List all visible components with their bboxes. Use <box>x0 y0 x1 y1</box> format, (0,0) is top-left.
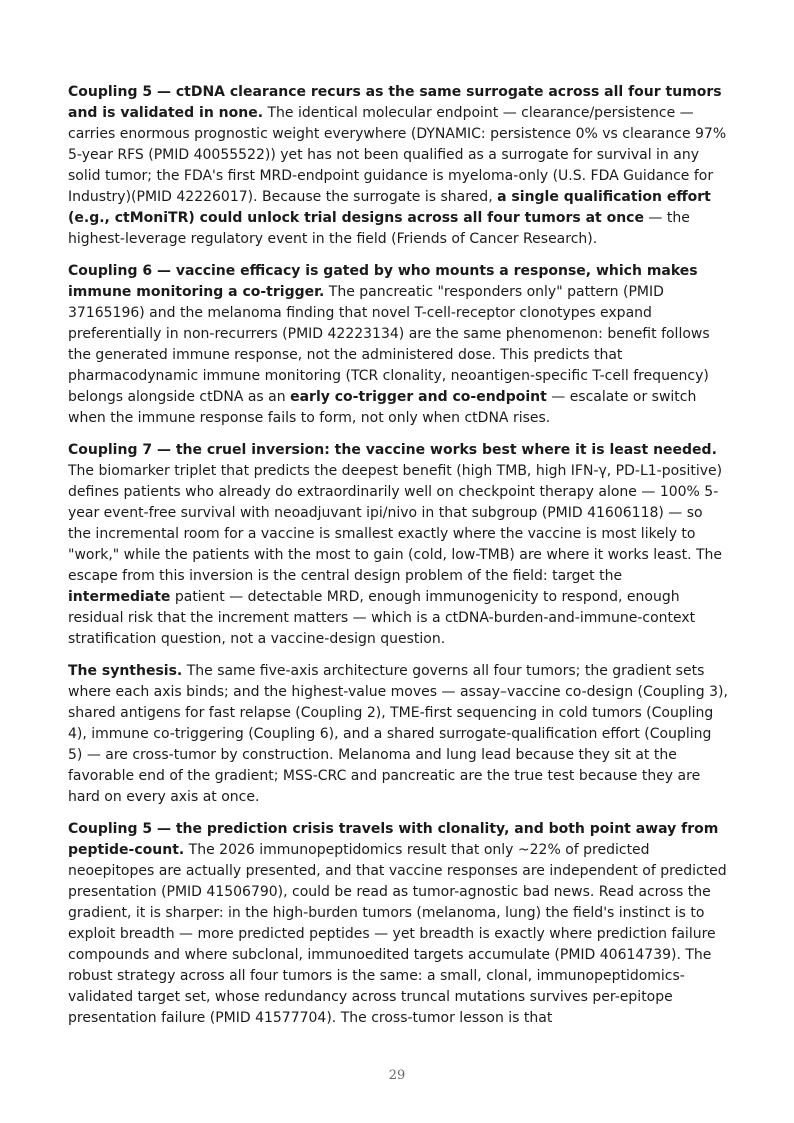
paragraph-heading: Coupling 7 — the cruel inversion: the vaccine works best where it is least needed. <box>68 442 717 458</box>
paragraph-coupling-6 <box>68 261 728 429</box>
paragraph-heading: Coupling 5 — ctDNA clearance recurs as the same surrogate across all four tumors and is validated in none. <box>68 84 722 121</box>
paragraph-coupling-5-prediction <box>68 819 728 1029</box>
page-number: 29 <box>388 1068 406 1083</box>
paragraph-text: The identical molecular endpoint — clearance/persistence — carries enormous prognostic weight everywhere (DYNAMIC: persistence 0% vs clearance 97% 5-year RFS (PMID 40055522)) yet has not been qualified as a surrogate for survival in any solid tumor; the FDA's first MRD-endpoint guidance is myeloma-only (U.S. FDA Guidance for Industry)(PMID 42226017). Because the surrogate is shared, <box>68 105 727 205</box>
paragraph-text: The pancreatic "responders only" pattern (PMID 37165196) and the melanoma finding that novel T-cell-receptor clonotypes expand preferentially in non-recurrers (PMID 42223134) are the same phenomenon: benefit follows the generated immune response, not the administered dose. This predicts that pharmacodynamic immune monitoring (TCR clonality, neoantigen-specific T-cell frequency) belongs alongside ctDNA as an <box>68 284 710 405</box>
paragraph-heading: Coupling 6 — vaccine efficacy is gated by who mounts a response, which makes immune monitoring a co-trigger. <box>68 263 698 300</box>
paragraph-text: The biomarker triplet that predicts the deepest benefit (high TMB, high IFN-γ, PD-L1-positive) defines patients who already do extraordinarily well on checkpoint therapy alone — 100% 5-year event-free survival with neoadjuvant ipi/nivo in that subgroup (PMID 41606118) — so the incremental room for a vaccine is smallest exactly where the vaccine is most likely to "work," while the patients with the most to gain (cold, low-TMB) are where it works least. The escape from this inversion is the central design problem of the field: target the <box>68 463 723 584</box>
paragraph-coupling-5-ctdna <box>68 82 728 250</box>
paragraph-text: The same five-axis architecture governs all four tumors; the gradient sets where each axis binds; and the highest-value moves — assay–vaccine co-design (Coupling 3), shared antigens for fast relapse (Coupling 2), TME-first sequencing in cold tumors (Coupling 4), immune co-triggering (Coupling 6), and a shared surrogate-qualification effort (Coupling 5) — are cross-tumor by construction. Melanoma and lung lead because they sit at the favorable end of the gradient; MSS-CRC and pancreatic are the true test because they are hard on every axis at once. <box>68 663 728 805</box>
document-body <box>68 82 728 1040</box>
paragraph-text: — escalate or switch when the immune response fails to form, not only when ctDNA rises. <box>68 389 697 426</box>
emphasis-text: early co-trigger and co-endpoint <box>290 389 547 405</box>
paragraph-coupling-7 <box>68 440 728 650</box>
paragraph-synthesis <box>68 661 728 808</box>
emphasis-text: intermediate <box>68 589 171 605</box>
paragraph-text: — the highest-leverage regulatory event in the field (Friends of Cancer Research). <box>68 210 690 247</box>
paragraph-text: The 2026 immunopeptidomics result that only ~22% of predicted neoepitopes are actually presented, and that vaccine responses are independent of predicted presentation (PMID 41506790), could be read as tumor-agnostic bad news. Read across the gradient, it is sharper: in the high-burden tumors (melanoma, lung) the field's instinct is to exploit breadth — more predicted peptides — yet breadth is exactly where prediction failure compounds and where subclonal, immunoedited targets accumulate (PMID 40614739). The robust strategy across all four tumors is the same: a small, clonal, immunopeptidomics-validated target set, whose redundancy across truncal mutations survives per-epitope presentation failure (PMID 41577704). The cross-tumor lesson is that <box>68 842 727 1026</box>
paragraph-heading: Coupling 5 — the prediction crisis travels with clonality, and both point away from peptide-count. <box>68 821 719 858</box>
emphasis-text: a single qualification effort (e.g., ctMoniTR) could unlock trial designs across all four tumors at once <box>68 189 711 226</box>
paragraph-text: patient — detectable MRD, enough immunogenicity to respond, enough residual risk that the increment matters — which is a ctDNA-burden-and-immune-context stratification question, not a vaccine-design question. <box>68 589 696 647</box>
paragraph-heading: The synthesis. <box>68 663 183 679</box>
